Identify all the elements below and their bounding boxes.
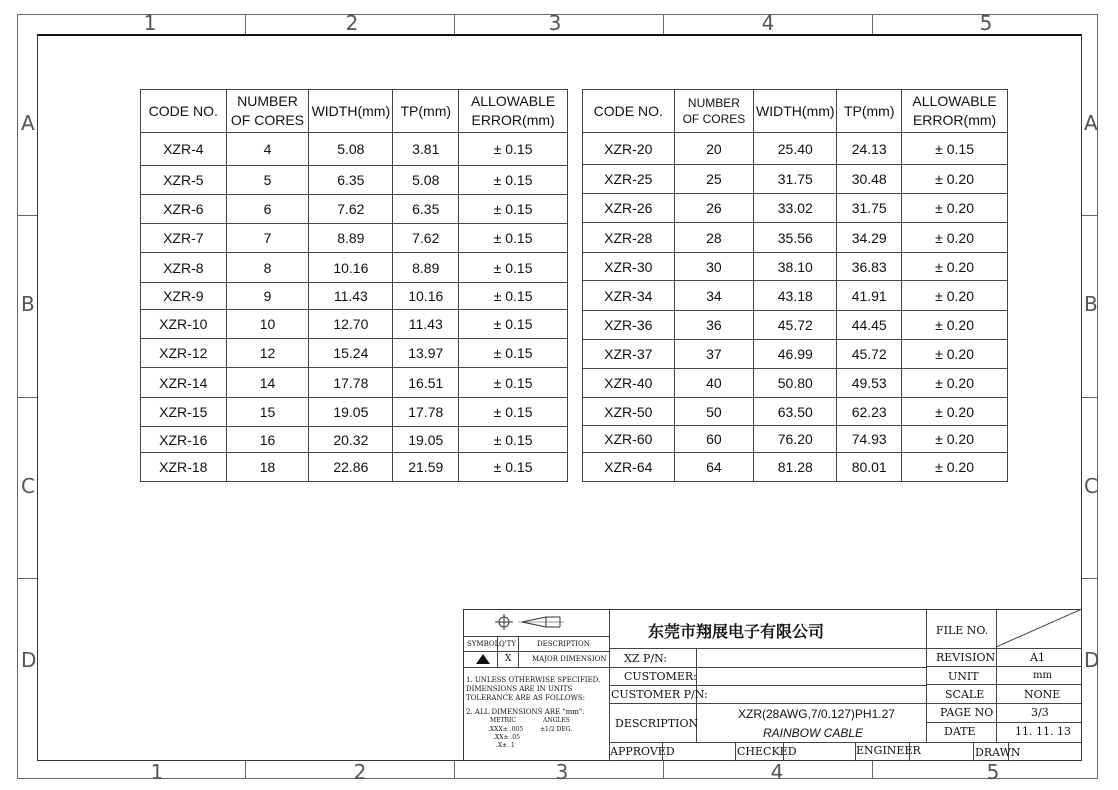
cell-tp: 17.78 [393, 398, 459, 427]
cell-number-of-cores: 20 [674, 133, 754, 165]
cell-tp: 16.51 [393, 368, 459, 398]
note-line: TOLERANCE ARE AS FOLLOWS: [466, 694, 586, 702]
zone-divider [663, 14, 664, 34]
title-block-divider [463, 667, 609, 668]
zone-row-label: D [21, 648, 37, 672]
cell-allowable-error: ± 0.20 [902, 194, 1008, 223]
cell-width: 63.50 [754, 398, 837, 426]
cell-code-no: XZR-5 [141, 166, 227, 195]
cell-allowable-error: ± 0.15 [459, 195, 568, 224]
page-no-label: PAGE NO [940, 706, 994, 719]
zone-divider [1082, 578, 1098, 579]
zone-col-label: 1 [143, 11, 157, 35]
cell-allowable-error: ± 0.20 [902, 369, 1008, 398]
cell-allowable-error: ± 0.20 [902, 281, 1008, 311]
zone-divider [872, 761, 873, 779]
zone-row-label: D [1084, 648, 1100, 672]
drawn-label: DRAWN [975, 746, 1021, 759]
header-tp: TP(mm) [837, 90, 902, 133]
table-row [141, 339, 568, 368]
table-row [583, 398, 1008, 426]
cell-tp: 5.08 [393, 166, 459, 195]
title-block-divider [926, 684, 1082, 685]
zone-col-label: 1 [150, 760, 164, 784]
qty-header: Q'TY [499, 640, 516, 648]
cell-allowable-error: ± 0.15 [459, 224, 568, 253]
zone-row-label: B [1084, 292, 1098, 316]
table-row [583, 281, 1008, 311]
table-row [141, 133, 568, 166]
cell-code-no: XZR-15 [141, 398, 227, 427]
header-width: WIDTH(mm) [309, 90, 393, 133]
zone-divider [1082, 215, 1098, 216]
table-row [141, 453, 568, 482]
cell-tp: 24.13 [837, 133, 902, 165]
zone-divider [872, 14, 873, 34]
cell-width: 45.72 [754, 311, 837, 340]
cell-tp: 6.35 [393, 195, 459, 224]
cell-allowable-error: ± 0.15 [459, 398, 568, 427]
description-label: DESCRIPTION [615, 717, 699, 730]
header-allowable-error: ALLOWABLE ERROR(mm) [459, 90, 568, 133]
table-row [141, 195, 568, 224]
cell-tp: 7.62 [393, 224, 459, 253]
cell-allowable-error: ± 0.15 [459, 283, 568, 310]
cell-tp: 45.72 [837, 340, 902, 369]
cell-allowable-error: ± 0.15 [459, 133, 568, 166]
cell-tp: 80.01 [837, 453, 902, 482]
date-value: 11. 11. 13 [1015, 725, 1071, 738]
cell-code-no: XZR-18 [141, 453, 227, 482]
table-row [583, 311, 1008, 340]
header-code-no: CODE NO. [141, 90, 227, 133]
table-row [141, 166, 568, 195]
zone-divider [454, 14, 455, 34]
cell-allowable-error: ± 0.15 [459, 253, 568, 283]
triangle-symbol-icon [475, 653, 491, 665]
cell-code-no: XZR-30 [583, 253, 675, 281]
cell-width: 19.05 [309, 398, 393, 427]
cell-allowable-error: ± 0.20 [902, 340, 1008, 369]
cell-tp: 10.16 [393, 283, 459, 310]
zone-divider [245, 14, 246, 34]
cell-allowable-error: ± 0.15 [459, 368, 568, 398]
cell-number-of-cores: 10 [226, 310, 309, 339]
cell-code-no: XZR-28 [583, 223, 675, 253]
cell-width: 31.75 [754, 165, 837, 194]
cell-allowable-error: ± 0.15 [459, 339, 568, 368]
cell-width: 11.43 [309, 283, 393, 310]
header-number-of-cores: NUMBER OF CORES [674, 90, 754, 133]
zone-row-label: C [1084, 474, 1098, 498]
unit-label: UNIT [948, 670, 979, 683]
zone-divider [245, 761, 246, 779]
cell-width: 38.10 [754, 253, 837, 281]
table-row [583, 426, 1008, 453]
header-number-of-cores: NUMBER OF CORES [226, 90, 309, 133]
title-block-divider [926, 722, 1082, 723]
cell-width: 50.80 [754, 369, 837, 398]
file-no-diagonal [996, 609, 1082, 648]
zone-divider [1082, 397, 1098, 398]
cell-tp: 31.75 [837, 194, 902, 223]
table-row [583, 165, 1008, 194]
cell-width: 33.02 [754, 194, 837, 223]
table-row [583, 453, 1008, 482]
zone-divider [454, 761, 455, 779]
scale-value: NONE [1024, 688, 1061, 701]
zone-divider [17, 215, 37, 216]
title-block-divider [609, 667, 926, 668]
cell-number-of-cores: 36 [674, 311, 754, 340]
tolerance-metric-header: METRIC [490, 717, 517, 724]
cell-tp: 34.29 [837, 223, 902, 253]
header-width: WIDTH(mm) [754, 90, 837, 133]
description-line-2: RAINBOW CABLE [763, 726, 864, 740]
cell-width: 15.24 [309, 339, 393, 368]
zone-col-label: 2 [345, 11, 359, 35]
cell-tp: 44.45 [837, 311, 902, 340]
page-no-value: 3/3 [1031, 706, 1049, 719]
cell-code-no: XZR-34 [583, 281, 675, 311]
cell-code-no: XZR-64 [583, 453, 675, 482]
cell-width: 10.16 [309, 253, 393, 283]
cell-width: 17.78 [309, 368, 393, 398]
cell-number-of-cores: 12 [226, 339, 309, 368]
customer-pn-label: CUSTOMER P/N: [611, 688, 708, 701]
zone-col-label: 5 [979, 11, 993, 35]
cell-code-no: XZR-60 [583, 426, 675, 453]
note-line: DIMENSIONS ARE IN UNITS [466, 685, 573, 693]
cell-tp: 41.91 [837, 281, 902, 311]
table-row [583, 253, 1008, 281]
cell-tp: 11.43 [393, 310, 459, 339]
table-row [141, 253, 568, 283]
cell-width: 20.32 [309, 427, 393, 453]
cell-tp: 19.05 [393, 427, 459, 453]
note-line: 2. ALL DIMENSIONS ARE "mm". [466, 708, 585, 716]
cell-width: 35.56 [754, 223, 837, 253]
cell-number-of-cores: 50 [674, 398, 754, 426]
title-block-divider [735, 742, 736, 761]
title-block-divider [463, 651, 609, 652]
cell-tp: 62.23 [837, 398, 902, 426]
title-block-divider [609, 685, 926, 686]
cell-number-of-cores: 37 [674, 340, 754, 369]
title-block-divider [926, 666, 1082, 667]
zone-row-label: C [21, 474, 35, 498]
cell-allowable-error: ± 0.20 [902, 426, 1008, 453]
cell-number-of-cores: 64 [674, 453, 754, 482]
cell-allowable-error: ± 0.15 [459, 453, 568, 482]
cell-number-of-cores: 14 [226, 368, 309, 398]
cell-tp: 74.93 [837, 426, 902, 453]
cell-tp: 13.97 [393, 339, 459, 368]
table-row [141, 310, 568, 339]
title-block-divider [973, 742, 974, 761]
table-row [583, 223, 1008, 253]
cell-code-no: XZR-12 [141, 339, 227, 368]
cell-code-no: XZR-7 [141, 224, 227, 253]
revision-label: REVISION [936, 651, 996, 664]
cell-allowable-error: ± 0.20 [902, 223, 1008, 253]
cell-number-of-cores: 4 [226, 133, 309, 166]
cell-width: 46.99 [754, 340, 837, 369]
cell-code-no: XZR-37 [583, 340, 675, 369]
projection-symbol-icon [490, 613, 580, 633]
cell-code-no: XZR-14 [141, 368, 227, 398]
tolerance-row: .XXX± .005 [488, 726, 524, 733]
tolerance-angle: ±1/2 DEG. [540, 726, 573, 733]
cell-number-of-cores: 9 [226, 283, 309, 310]
spec-table-left [140, 89, 568, 482]
zone-row-label: A [21, 111, 35, 135]
cell-width: 12.70 [309, 310, 393, 339]
cell-tp: 49.53 [837, 369, 902, 398]
zone-row-label: B [21, 292, 35, 316]
cell-tp: 3.81 [393, 133, 459, 166]
table-row [141, 398, 568, 427]
table-row [141, 224, 568, 253]
symbol-description: MAJOR DIMENSION [532, 655, 607, 663]
cell-code-no: XZR-25 [583, 165, 675, 194]
date-label: DATE [944, 725, 976, 738]
cell-code-no: XZR-16 [141, 427, 227, 453]
cell-width: 6.35 [309, 166, 393, 195]
zone-col-label: 4 [770, 760, 784, 784]
cell-allowable-error: ± 0.20 [902, 398, 1008, 426]
cell-tp: 36.83 [837, 253, 902, 281]
cell-code-no: XZR-40 [583, 369, 675, 398]
table-row [141, 427, 568, 453]
title-block-divider [518, 636, 519, 667]
table-row [141, 283, 568, 310]
title-block-divider [463, 636, 609, 637]
cell-allowable-error: ± 0.15 [459, 310, 568, 339]
cell-allowable-error: ± 0.20 [902, 165, 1008, 194]
cell-width: 81.28 [754, 453, 837, 482]
cell-width: 22.86 [309, 453, 393, 482]
header-allowable-error: ALLOWABLE ERROR(mm) [902, 90, 1008, 133]
checked-label: CHECKED [737, 745, 797, 758]
cell-code-no: XZR-9 [141, 283, 227, 310]
cell-number-of-cores: 25 [674, 165, 754, 194]
symbol-qty: X [505, 654, 512, 664]
company-name: 东莞市翔展电子有限公司 [648, 622, 825, 641]
cell-width: 76.20 [754, 426, 837, 453]
table-row [583, 133, 1008, 165]
cell-code-no: XZR-50 [583, 398, 675, 426]
cell-number-of-cores: 30 [674, 253, 754, 281]
cell-number-of-cores: 28 [674, 223, 754, 253]
description-header: DESCRIPTION [537, 640, 590, 648]
title-block-divider [609, 703, 1082, 704]
cell-number-of-cores: 5 [226, 166, 309, 195]
tolerance-row: .X± .1 [496, 742, 515, 749]
unit-value: mm [1033, 670, 1052, 681]
cell-allowable-error: ± 0.15 [902, 133, 1008, 165]
cell-number-of-cores: 15 [226, 398, 309, 427]
file-no-label: FILE NO. [936, 624, 989, 637]
cell-width: 43.18 [754, 281, 837, 311]
zone-row-label: A [1084, 111, 1098, 135]
tolerance-row: .XX± .05 [493, 734, 520, 741]
symbol-header: SYMBOL [467, 640, 500, 648]
cell-tp: 8.89 [393, 253, 459, 283]
cell-number-of-cores: 18 [226, 453, 309, 482]
cell-width: 7.62 [309, 195, 393, 224]
cell-width: 5.08 [309, 133, 393, 166]
approved-label: APPROVED [610, 745, 675, 758]
zone-divider [17, 397, 37, 398]
zone-divider [663, 761, 664, 779]
cell-tp: 21.59 [393, 453, 459, 482]
cell-code-no: XZR-6 [141, 195, 227, 224]
header-code-no: CODE NO. [583, 90, 675, 133]
revision-value: A1 [1030, 651, 1045, 664]
cell-tp: 30.48 [837, 165, 902, 194]
cell-number-of-cores: 7 [226, 224, 309, 253]
table-row [141, 368, 568, 398]
engineer-label: ENGINEER [856, 744, 921, 757]
cell-allowable-error: ± 0.20 [902, 311, 1008, 340]
cell-width: 8.89 [309, 224, 393, 253]
cell-number-of-cores: 34 [674, 281, 754, 311]
cell-code-no: XZR-36 [583, 311, 675, 340]
cell-number-of-cores: 26 [674, 194, 754, 223]
title-block-divider [609, 742, 1082, 743]
customer-label: CUSTOMER: [624, 670, 697, 683]
cell-number-of-cores: 40 [674, 369, 754, 398]
description-line-1: XZR(28AWG,7/0.127)PH1.27 [738, 707, 895, 721]
zone-col-label: 3 [555, 760, 569, 784]
zone-col-label: 5 [986, 760, 1000, 784]
zone-col-label: 3 [548, 11, 562, 35]
cell-allowable-error: ± 0.20 [902, 453, 1008, 482]
table-row [583, 194, 1008, 223]
zone-col-label: 4 [761, 11, 775, 35]
table-row [583, 340, 1008, 369]
cell-code-no: XZR-8 [141, 253, 227, 283]
scale-label: SCALE [945, 688, 985, 701]
cell-number-of-cores: 6 [226, 195, 309, 224]
cell-number-of-cores: 60 [674, 426, 754, 453]
zone-col-label: 2 [353, 760, 367, 784]
cell-code-no: XZR-10 [141, 310, 227, 339]
cell-allowable-error: ± 0.15 [459, 427, 568, 453]
cell-number-of-cores: 16 [226, 427, 309, 453]
cell-allowable-error: ± 0.20 [902, 253, 1008, 281]
title-block-divider [609, 648, 1082, 649]
cell-number-of-cores: 8 [226, 253, 309, 283]
cell-width: 25.40 [754, 133, 837, 165]
cell-allowable-error: ± 0.15 [459, 166, 568, 195]
xz-pn-label: XZ P/N: [624, 652, 668, 665]
table-row [583, 369, 1008, 398]
header-tp: TP(mm) [393, 90, 459, 133]
cell-code-no: XZR-26 [583, 194, 675, 223]
note-line: 1. UNLESS OTHERWISE SPECIFIED, [466, 676, 601, 684]
tolerance-angles-header: ANGLES [543, 717, 570, 724]
zone-divider [17, 578, 37, 579]
cell-code-no: XZR-4 [141, 133, 227, 166]
spec-table-right [582, 89, 1008, 482]
cell-code-no: XZR-20 [583, 133, 675, 165]
